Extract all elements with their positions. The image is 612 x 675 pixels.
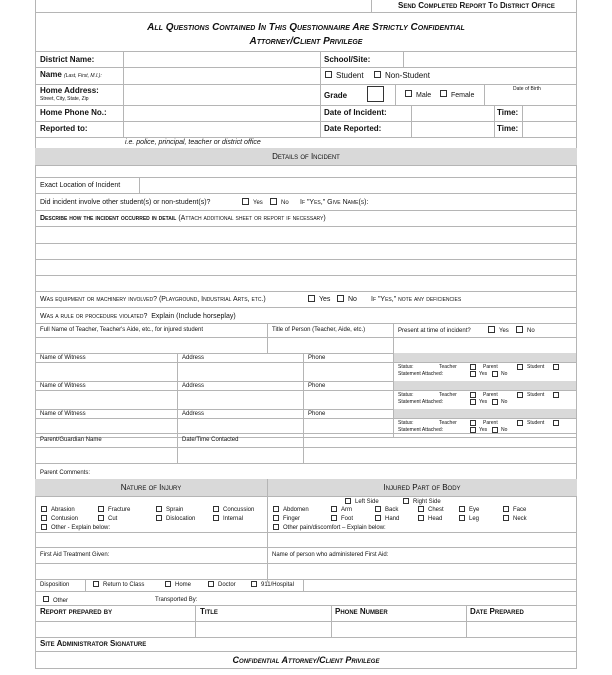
witness-3-phone-label: Phone [308, 411, 326, 417]
male-label: Male [416, 92, 432, 99]
date-of-birth-label: Date of Birth [513, 86, 541, 92]
witness-1-parent-checkbox[interactable] [517, 364, 523, 370]
explain-horseplay-label: Explain (Include horseplay) [151, 313, 236, 320]
male-checkbox[interactable] [405, 90, 412, 97]
transported-by-label: Transported By: [155, 597, 198, 603]
date-of-incident-label: Date of Incident: [324, 108, 387, 117]
divider [35, 463, 577, 464]
witness-2-statement-label: Statement Attached: [398, 399, 444, 405]
witness-2-parent-checkbox[interactable] [517, 392, 523, 398]
body-other-checkbox[interactable] [273, 524, 279, 530]
divider [393, 323, 394, 353]
witness-2-statement-yes-checkbox[interactable] [470, 399, 476, 405]
present-no-label: No [527, 328, 535, 334]
divider [371, 0, 372, 12]
witness-1-statement-yes-checkbox[interactable] [470, 371, 476, 377]
witness-1-address-field[interactable] [178, 363, 302, 380]
witness-2-statement-no-label: No [501, 399, 508, 405]
witness-1-statement-label: Statement Attached: [398, 371, 444, 377]
witness-1-teacher-label: Teacher [439, 364, 457, 370]
divider [303, 579, 304, 591]
home-label: Home [175, 582, 192, 588]
district-name-field[interactable] [124, 52, 318, 66]
grade-label: Grade [324, 91, 348, 100]
site-admin-signature-field[interactable] [195, 638, 575, 650]
equipment-yes-checkbox[interactable] [308, 295, 315, 302]
site-admin-signature-label: Site Administrator Signature [40, 639, 147, 648]
leg-checkbox[interactable] [459, 515, 465, 521]
witness-1-student-checkbox[interactable] [553, 364, 559, 370]
home-address-field[interactable] [124, 85, 318, 104]
right-side-checkbox[interactable] [403, 498, 409, 504]
finger-label: Finger [283, 516, 301, 522]
witness-1-name-field[interactable] [36, 363, 176, 380]
witness-1-phone-label: Phone [308, 355, 326, 361]
witness-3-status-bar [394, 409, 576, 418]
describe-incident-hint: (Attach additional sheet or report if necessary) [178, 215, 326, 222]
send-report-instruction: Send Completed Report To District Office [398, 1, 555, 10]
chest-label: Chest [428, 507, 444, 513]
neck-checkbox[interactable] [503, 515, 509, 521]
back-checkbox[interactable] [375, 506, 381, 512]
arm-checkbox[interactable] [331, 506, 337, 512]
dislocation-label: Dislocation [166, 516, 196, 522]
present-yes-label: Yes [499, 328, 509, 334]
time-label-2: Time: [497, 124, 519, 133]
witness-2-name-label: Name of Witness [40, 383, 86, 389]
female-label: Female [451, 92, 475, 99]
doctor-checkbox[interactable] [208, 581, 214, 587]
date-reported-label: Date Reported: [324, 124, 382, 133]
teacher-name-label: Full Name of Teacher, Teacher's Aide, etc., for injured student [40, 327, 204, 333]
neck-label: Neck [513, 516, 527, 522]
witness-2-student-label: Student [527, 392, 545, 398]
divider [85, 579, 86, 591]
first-aid-administered-field[interactable] [268, 564, 575, 578]
witness-3-statement-label: Statement Attached: [398, 427, 444, 433]
witness-3-teacher-checkbox[interactable] [470, 420, 476, 426]
divider [320, 67, 321, 84]
first-aid-given-label: First Aid Treatment Given: [40, 552, 110, 558]
confidential-notice-line2: Attorney/Client Privilege [249, 36, 363, 47]
witness-1-address-label: Address [182, 355, 205, 361]
sprain-checkbox[interactable] [156, 506, 162, 512]
witness-3-statement-no-label: No [501, 427, 508, 433]
witness-2-status-label: Status: [398, 392, 414, 398]
date-of-birth-field[interactable] [485, 95, 575, 104]
body-other-label: Other pain/discomfort – Explain below: [283, 525, 386, 531]
reported-time-field[interactable] [523, 122, 575, 136]
witness-2-address-field[interactable] [178, 391, 302, 408]
divider [494, 105, 495, 121]
date-time-contacted-label: Date/Time Contacted [182, 437, 239, 443]
witness-1-statement-yes-label: Yes [479, 371, 488, 377]
abrasion-checkbox[interactable] [41, 506, 47, 512]
face-checkbox[interactable] [503, 506, 509, 512]
witness-1-teacher-checkbox[interactable] [470, 364, 476, 370]
body-explain-field[interactable] [268, 533, 575, 546]
foot-checkbox[interactable] [331, 515, 337, 521]
incident-time-field[interactable] [523, 106, 575, 120]
details-header: Details of Incident [272, 152, 340, 161]
parent-guardian-name-label: Parent/Guardian Name [40, 437, 102, 443]
present-no-checkbox[interactable] [516, 326, 523, 333]
face-label: Face [513, 507, 527, 513]
divider [320, 121, 321, 137]
back-label: Back [385, 507, 399, 513]
hospital-label: 911/Hospital [261, 582, 294, 588]
female-checkbox[interactable] [440, 90, 447, 97]
divider [35, 210, 577, 211]
parent-guardian-name-field[interactable] [36, 448, 176, 462]
school-site-field[interactable] [404, 52, 575, 66]
hospital-checkbox[interactable] [251, 581, 257, 587]
divider [35, 496, 577, 497]
head-label: Head [428, 516, 443, 522]
divider [494, 121, 495, 137]
home-checkbox[interactable] [165, 581, 171, 587]
nature-other-label: Other - Explain below: [51, 525, 111, 531]
reported-to-hint: i.e. police, principal, teacher or district office [125, 139, 261, 146]
leg-label: Leg [469, 516, 480, 522]
student-checkbox[interactable] [325, 71, 332, 78]
date-prepared-label: Date Prepared [470, 607, 524, 616]
divider [35, 165, 577, 166]
confidential-footer: Confidential Attorney/Client Privilege [232, 655, 380, 665]
title-of-person-field[interactable] [268, 338, 392, 352]
date-of-incident-field[interactable] [412, 106, 492, 120]
divider [320, 84, 321, 105]
contusion-checkbox[interactable] [41, 515, 47, 521]
internal-checkbox[interactable] [213, 515, 219, 521]
foot-label: Foot [341, 516, 354, 522]
present-yes-checkbox[interactable] [488, 326, 495, 333]
abdomen-checkbox[interactable] [273, 506, 279, 512]
date-reported-field[interactable] [412, 122, 492, 136]
title-label: Title [200, 607, 218, 616]
divider [320, 105, 321, 121]
school-site-label: School/Site: [324, 55, 371, 64]
parent-comments-label: Parent Comments: [40, 470, 91, 476]
describe-incident-label: Describe how the incident occurred in detail [40, 215, 177, 222]
left-side-checkbox[interactable] [345, 498, 351, 504]
if-yes-names-label: If "Yes," Give Name(s): [300, 199, 369, 206]
witness-1-student-label: Student [527, 364, 545, 370]
nature-other-checkbox[interactable] [41, 524, 47, 530]
witness-3-status-label: Status: [398, 420, 414, 426]
time-label: Time: [497, 108, 519, 117]
other-students-question: Did incident involve other student(s) or non-student(s)? [40, 199, 211, 206]
finger-checkbox[interactable] [273, 515, 279, 521]
left-side-label: Left Side [355, 499, 379, 505]
teacher-name-field[interactable] [36, 338, 266, 352]
witness-3-teacher-label: Teacher [439, 420, 457, 426]
nature-explain-field[interactable] [36, 533, 266, 546]
reported-to-label: Reported to: [40, 124, 88, 133]
other-students-no-checkbox[interactable] [270, 198, 277, 205]
divider [35, 137, 577, 138]
witness-1-status-label: Status: [398, 364, 414, 370]
report-prepared-by-label: Report prepared by [40, 607, 113, 616]
doctor-label: Doctor [218, 582, 236, 588]
return-to-class-checkbox[interactable] [93, 581, 99, 587]
disposition-other-checkbox[interactable] [43, 596, 49, 602]
cut-checkbox[interactable] [98, 515, 104, 521]
home-phone-field[interactable] [124, 106, 318, 120]
arm-label: Arm [341, 507, 352, 513]
name-field[interactable] [124, 68, 318, 83]
right-side-label: Right Side [413, 499, 441, 505]
reported-to-field[interactable] [124, 122, 318, 136]
witness-2-statement-no-checkbox[interactable] [492, 399, 498, 405]
fracture-checkbox[interactable] [98, 506, 104, 512]
divider [35, 259, 577, 260]
name-label: Name [40, 70, 62, 79]
witness-1-statement-no-checkbox[interactable] [492, 371, 498, 377]
witness-3-student-checkbox[interactable] [553, 420, 559, 426]
name-hint: (Last, First, M.I.): [64, 73, 102, 79]
district-name-label: District Name: [40, 55, 95, 64]
concussion-label: Concussion [223, 507, 255, 513]
witness-2-name-field[interactable] [36, 391, 176, 408]
if-yes-deficiencies-label: If "Yes," note any deficiencies [371, 296, 462, 303]
witness-1-parent-label: Parent [483, 364, 498, 370]
divider [35, 291, 577, 292]
divider [35, 323, 577, 324]
other-students-no-label: No [281, 200, 289, 206]
witness-1-name-label: Name of Witness [40, 355, 86, 361]
witness-1-phone-field[interactable] [304, 363, 392, 380]
title-of-person-label: Title of Person (Teacher, Aide, etc.) [272, 327, 366, 333]
divider [35, 605, 577, 606]
witness-2-statement-yes-label: Yes [479, 399, 488, 405]
divider [35, 193, 577, 194]
sprain-label: Sprain [166, 507, 184, 513]
divider [35, 12, 577, 13]
divider [35, 547, 577, 548]
cut-label: Cut [108, 516, 118, 522]
nature-of-injury-header: Nature of Injury [120, 483, 182, 492]
divider [35, 651, 577, 652]
witness-2-status-bar [394, 381, 576, 390]
title-field[interactable] [196, 622, 330, 636]
divider [35, 243, 577, 244]
divider [35, 579, 577, 580]
other-students-yes-checkbox[interactable] [242, 198, 249, 205]
divider [35, 275, 577, 276]
injured-part-header: Injured Part of Body [383, 483, 461, 492]
non-student-label: Non-Student [385, 71, 430, 80]
divider [303, 433, 304, 463]
concussion-checkbox[interactable] [213, 506, 219, 512]
other-students-yes-label: Yes [253, 200, 263, 206]
head-checkbox[interactable] [418, 515, 424, 521]
equipment-yes-label: Yes [319, 296, 331, 303]
first-aid-given-field[interactable] [36, 564, 266, 578]
witness-3-statement-yes-label: Yes [479, 427, 488, 433]
abdomen-label: Abdomen [283, 507, 309, 513]
eye-checkbox[interactable] [459, 506, 465, 512]
witness-1-status-bar [394, 353, 576, 362]
exact-location-label: Exact Location of Incident [40, 182, 121, 189]
first-aid-administered-label: Name of person who administered First Aid: [272, 552, 389, 558]
witness-2-teacher-checkbox[interactable] [470, 392, 476, 398]
exact-location-field[interactable] [140, 178, 575, 192]
phone-number-field[interactable] [332, 622, 465, 636]
divider [35, 668, 577, 669]
divider [35, 433, 577, 434]
chest-checkbox[interactable] [418, 506, 424, 512]
rule-violated-question: Was a rule or procedure violated? [40, 313, 148, 320]
grade-field[interactable] [367, 86, 384, 102]
contusion-label: Contusion [51, 516, 79, 522]
witness-3-address-label: Address [182, 411, 205, 417]
witness-3-name-label: Name of Witness [40, 411, 86, 417]
report-prepared-by-field[interactable] [36, 622, 194, 636]
hand-label: Hand [385, 516, 400, 522]
equipment-no-label: No [348, 296, 357, 303]
home-phone-label: Home Phone No.: [40, 108, 107, 117]
witness-2-address-label: Address [182, 383, 205, 389]
witness-2-parent-label: Parent [483, 392, 498, 398]
present-at-time-label: Present at time of incident? [398, 328, 471, 334]
home-address-label: Home Address: [40, 86, 99, 95]
witness-2-phone-field[interactable] [304, 391, 392, 408]
witness-3-student-label: Student [527, 420, 545, 426]
fracture-label: Fracture [108, 507, 131, 513]
dislocation-checkbox[interactable] [156, 515, 162, 521]
equipment-question: Was equipment or machinery involved? (Playground, Industrial Arts, etc.) [40, 296, 266, 303]
witness-3-parent-label: Parent [483, 420, 498, 426]
disposition-label: Disposition [40, 582, 70, 588]
disposition-other-label: Other [53, 598, 69, 604]
divider [395, 84, 396, 105]
non-student-checkbox[interactable] [374, 71, 381, 78]
student-label: Student [336, 71, 364, 80]
eye-label: Eye [469, 507, 480, 513]
confidential-notice-line1: All Questions Contained In This Questionnaire Are Strictly Confidential [147, 22, 465, 33]
internal-label: Internal [223, 516, 244, 522]
return-to-class-label: Return to Class [103, 582, 145, 588]
witness-3-parent-checkbox[interactable] [517, 420, 523, 426]
witness-1-statement-no-label: No [501, 371, 508, 377]
witness-2-teacher-label: Teacher [439, 392, 457, 398]
witness-2-student-checkbox[interactable] [553, 392, 559, 398]
divider [35, 307, 577, 308]
equipment-no-checkbox[interactable] [337, 295, 344, 302]
divider [35, 437, 577, 438]
divider [320, 51, 321, 67]
transported-by-field[interactable] [207, 593, 575, 604]
witness-2-phone-label: Phone [308, 383, 326, 389]
incident-report-form [35, 0, 577, 675]
date-time-contacted-field[interactable] [178, 448, 302, 462]
hand-checkbox[interactable] [375, 515, 381, 521]
form-right-border [576, 0, 577, 668]
phone-number-label: Phone Number [335, 607, 388, 616]
date-prepared-field[interactable] [467, 622, 575, 636]
abrasion-label: Abrasion [51, 507, 75, 513]
divider [35, 591, 577, 592]
address-hint: Street, City, State, Zip [40, 96, 89, 102]
